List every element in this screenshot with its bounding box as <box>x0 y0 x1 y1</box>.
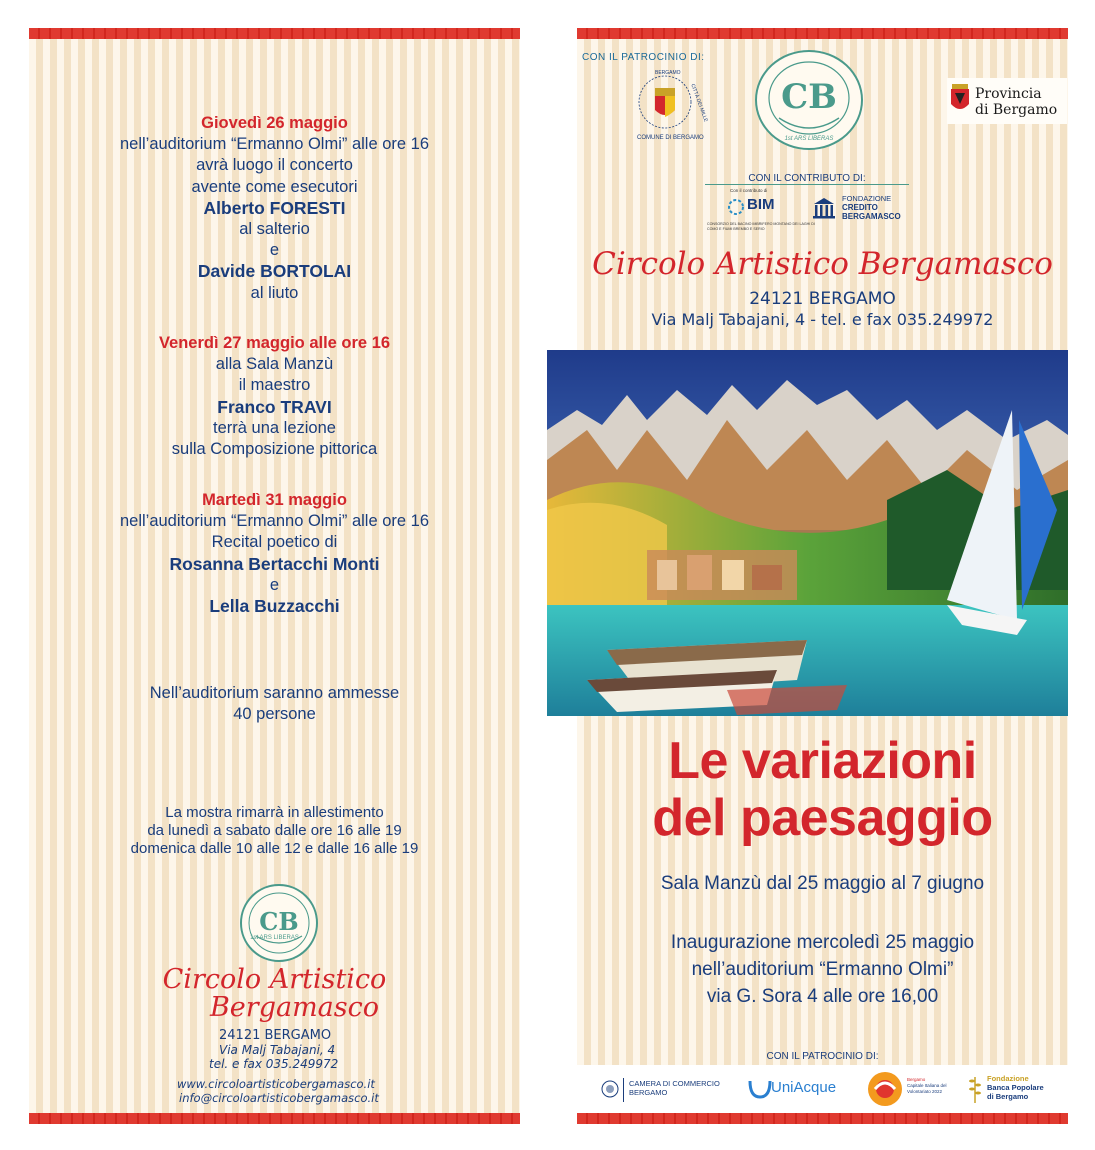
org-name: Circolo Artistico Bergamasco <box>592 246 1053 282</box>
sponsor-bpb-line3: di Bergamo <box>987 1092 1029 1101</box>
event-3-date: Martedì 31 maggio <box>202 491 347 509</box>
event-1-line: avente come esecutori <box>191 177 358 196</box>
left-city: 24121 BERGAMO <box>219 1028 332 1043</box>
svg-text:CB: CB <box>259 907 299 936</box>
event-2-line: terrà una lezione <box>213 418 336 437</box>
camera-commercio-icon <box>601 1080 619 1098</box>
bim-desc: CONSORZIO DEL BACINO IMBRIFERO MONTANO DEI LAGHI DI COMO E FIUMI BREMBO E SERIO <box>707 222 815 231</box>
website-link[interactable]: www.circoloartisticobergamasco.it <box>177 1077 375 1091</box>
event-3 <box>29 490 520 617</box>
event-2 <box>29 333 520 460</box>
sponsor-uniacque: UniAcque <box>771 1079 837 1096</box>
top-red-bar <box>577 28 1068 39</box>
fondazione-line3: BERGAMASCO <box>842 212 901 221</box>
sponsor-bpb-line2: Banca Popolare <box>987 1083 1044 1092</box>
sponsor-volontariato-line1: Bergamo <box>907 1077 926 1082</box>
patronage-label-bottom: CON IL PATROCINIO DI: <box>766 1051 879 1062</box>
fondazione-line1: FONDAZIONE <box>842 194 892 203</box>
sponsor-bar <box>577 1065 1068 1113</box>
right-panel <box>577 28 1068 1124</box>
bim-name: BIM <box>747 196 775 213</box>
bim-caption: Con il contributo di <box>730 188 768 193</box>
hours-line: La mostra rimarrà in allestimento <box>165 804 384 821</box>
teacher-name: Franco TRAVI <box>217 396 332 417</box>
volontariato-logo-icon <box>867 1071 903 1107</box>
svg-text:CB: CB <box>781 77 837 117</box>
left-phone: tel. e fax 035.249972 <box>209 1057 339 1071</box>
inauguration-line2: nell’auditorium “Ermanno Olmi” <box>691 959 954 980</box>
event-2-line: alla Sala Manzù <box>215 355 334 374</box>
sponsor-camera-line2: BERGAMO <box>629 1088 668 1097</box>
conjunction: e <box>269 241 280 260</box>
right-address: Via Malj Tabajani, 4 - tel. e fax 035.249972 <box>651 310 994 329</box>
bim-logo <box>705 186 815 236</box>
provincia-crest-icon <box>949 84 971 114</box>
painting-image <box>547 350 1068 716</box>
patronage-label: CON IL PATROCINIO DI: <box>582 52 705 63</box>
event-3-line: nell’auditorium “Ermanno Olmi” alle ore 16 <box>119 512 430 531</box>
bottom-red-bar <box>29 1113 520 1124</box>
opening-hours <box>29 804 520 858</box>
event-1 <box>29 113 520 304</box>
comune-ring-text: CITTÀ DEI MILLE <box>689 83 709 123</box>
hours-line: domenica dalle 10 alle 12 e dalle 16 alle 19 <box>130 840 419 857</box>
fondazione-line2: CREDITO <box>842 203 878 212</box>
comune-crest-icon <box>625 70 705 142</box>
exhibition-dates: Sala Manzù dal 25 maggio al 7 giugno <box>660 873 985 894</box>
event-1-line: avrà luogo il concerto <box>196 156 353 175</box>
poet-name: Lella Buzzacchi <box>209 596 340 617</box>
event-3-line: Recital poetico di <box>211 533 338 552</box>
sponsor-volontariato-line3: Volontariato 2022 <box>907 1089 943 1094</box>
poet-name: Rosanna Bertacchi Monti <box>169 553 380 574</box>
event-1-date: Giovedì 26 maggio <box>201 114 348 132</box>
svg-text:1st ARS LIBERAS: 1st ARS LIBERAS <box>784 136 834 142</box>
provincia-logo <box>947 78 1067 124</box>
comune-top-text: BERGAMO <box>655 70 681 76</box>
sponsor-volontariato-line2: Capitale Italiana del <box>907 1083 947 1088</box>
left-panel <box>29 28 520 1124</box>
landscape-painting <box>547 350 1068 716</box>
bottom-red-bar <box>577 1113 1068 1124</box>
logo-motto: 1st ARS LIBERAS <box>250 935 299 941</box>
event-1-line: nell’auditorium “Ermanno Olmi” alle ore 16 <box>119 135 430 154</box>
org-name-line2: Bergamasco <box>209 992 380 1023</box>
left-address: Via Malj Tabajani, 4 <box>219 1043 336 1057</box>
hours-line: da lunedì a sabato dalle ore 16 alle 19 <box>147 822 402 839</box>
inauguration-line1: Inaugurazione mercoledì 25 maggio <box>670 932 975 953</box>
performer-name: Alberto FORESTI <box>203 197 346 218</box>
notice-line: Nell’auditorium saranno ammesse <box>149 684 400 702</box>
comune-logo <box>625 70 709 145</box>
wheat-icon <box>967 1073 983 1103</box>
contribution-label: CON IL CONTRIBUTO DI: <box>705 173 909 185</box>
org-name-line1: Circolo Artistico <box>162 964 387 995</box>
right-city: 24121 BERGAMO <box>749 289 896 309</box>
sponsor-camera-line1: CAMERA DI COMMERCIO <box>629 1079 720 1088</box>
performer-name: Davide BORTOLAI <box>197 261 352 282</box>
circolo-logo-icon <box>240 884 318 962</box>
instrument: al salterio <box>239 220 310 239</box>
fondazione-credito-logo <box>812 194 912 234</box>
event-2-line: il maestro <box>238 376 311 395</box>
admission-notice <box>29 683 520 725</box>
email-link[interactable]: info@circoloartisticobergamasco.it <box>179 1091 379 1105</box>
top-red-bar <box>29 28 520 39</box>
conjunction: e <box>269 575 280 594</box>
provincia-line2: di Bergamo <box>975 102 1058 118</box>
provincia-line1: Provincia <box>975 86 1042 102</box>
event-2-date: Venerdì 27 maggio alle ore 16 <box>158 334 391 352</box>
instrument: al liuto <box>250 283 299 302</box>
notice-line: 40 persone <box>233 705 316 724</box>
building-icon <box>812 196 836 220</box>
uniacque-drop-icon <box>747 1077 773 1101</box>
comune-label: COMUNE DI BERGAMO <box>637 135 704 141</box>
bim-icon <box>727 198 745 216</box>
inauguration-info <box>577 929 1068 1010</box>
inauguration-line3: via G. Sora 4 alle ore 16,00 <box>706 986 939 1007</box>
exhibition-title-line2: del paesaggio <box>652 789 993 847</box>
sponsor-bpb-line1: Fondazione <box>987 1074 1029 1083</box>
event-2-line: sulla Composizione pittorica <box>171 440 378 459</box>
circolo-logo-large-icon <box>755 50 863 150</box>
exhibition-title-line1: Le variazioni <box>668 732 977 790</box>
